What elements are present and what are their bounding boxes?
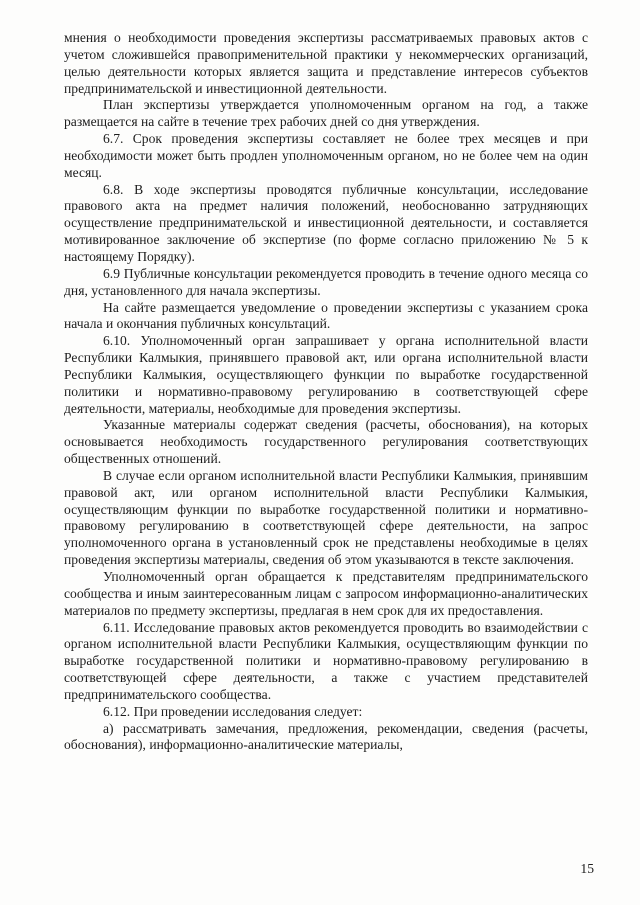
paragraph-item-a: а) рассматривать замечания, предложения, рекомендации, сведения (расчеты, обоснования), информационно-аналитические материалы, <box>64 720 588 753</box>
page-number: 15 <box>580 861 594 876</box>
paragraph-no-materials: В случае если органом исполнительной власти Республики Калмыкия, принявшим правовой акт, или органом исполнительной власти Республики Калмыкия, осуществляющим функции по выработке государственной политики и нормативно-правовому регулированию в соответствующей сфере деятельности, на запрос уполномоченного органа в установленный срок не представлены необходимые в целях проведения экспертизы материалы, сведения об этом указываются в тексте заключения. <box>64 467 588 568</box>
paragraph-6-11: 6.11. Исследование правовых актов рекомендуется проводить во взаимодействии с органом исполнительной власти Республики Калмыкия, осуществляющим функции по выработке государственной политики и нормативно-правовому регулированию в соответствующей сфере деятельности, а также с участием представителей предпринимательского сообщества. <box>64 619 588 702</box>
paragraph-continuation: мнения о необходимости проведения экспертизы рассматриваемых правовых актов с учетом сложившейся правоприменительной практики у некоммерческих организаций, целью деятельности которых является защита и представление интересов субъектов предпринимательской и инвестиционной деятельности. <box>64 30 588 96</box>
paragraph-6-12: 6.12. При проведении исследования следует: <box>103 703 363 719</box>
paragraph-6-7: 6.7. Срок проведения экспертизы составляет не более трех месяцев и при необходимости может быть продлен уполномоченным органом, но не более чем на один месяц. <box>64 131 588 180</box>
paragraph-6-10: 6.10. Уполномоченный орган запрашивает у органа исполнительной власти Республики Калмыкия, принявшего правовой акт, или органа исполнительной власти Республики Калмыкия, осуществляющего функции по выработке государственной политики и нормативно-правовому регулированию в соответствующей сфере деятельности, материалы, необходимые для проведения экспертизы. <box>64 333 588 416</box>
paragraph-plan: План экспертизы утверждается уполномоченным органом на год, а также размещается на сайте в течение трех рабочих дней со дня утверждения. <box>64 97 588 130</box>
paragraph-6-9: 6.9 Публичные консультации рекомендуется проводить в течение одного месяца со дня, установленного для начала экспертизы. <box>64 265 588 298</box>
paragraph-notice: На сайте размещается уведомление о проведении экспертизы с указанием срока начала и окончания публичных консультаций. <box>64 299 588 332</box>
paragraph-6-8: 6.8. В ходе экспертизы проводятся публичные консультации, исследование правового акта на предмет наличия положений, необоснованно затрудняющих осуществление предпринимательской и инвестиционной деятельности, и составляется мотивированное заключение об экспертизе (по форме согласно приложению № 5 к настоящему Порядку). <box>64 181 588 264</box>
paragraph-materials: Указанные материалы содержат сведения (расчеты, обоснования), на которых основывается необходимость государственного регулирования соответствующих общественных отношений. <box>64 417 588 467</box>
document-body <box>64 30 588 754</box>
paragraph-request: Уполномоченный орган обращается к представителям предпринимательского сообщества и иным заинтересованным лицам с запросом информационно-аналитических материалов по предмету экспертизы, предлагая в нем срок для их предоставления. <box>64 569 588 618</box>
